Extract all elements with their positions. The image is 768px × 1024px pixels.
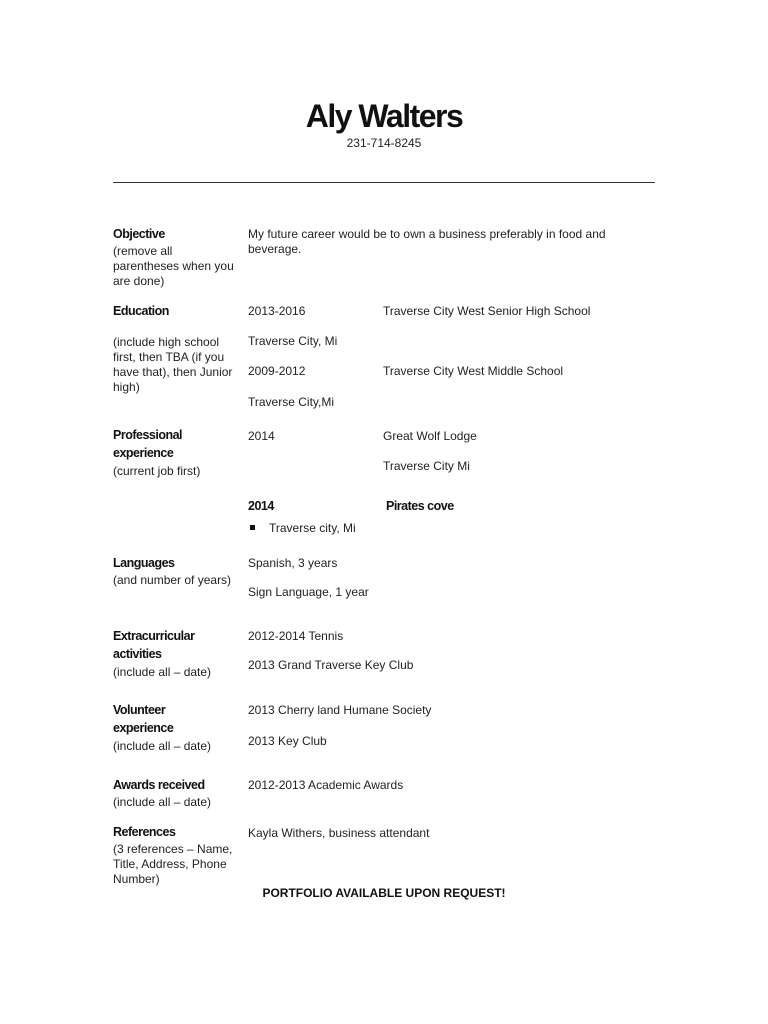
education-years: 2013-2016 [248,304,306,318]
experience-note: (current job first) [113,464,201,478]
award-item: 2012-2013 Academic Awards [248,778,404,792]
languages-label: Languages [113,556,175,570]
education-label: Education [113,304,169,318]
volunteer-item: 2013 Cherry land Humane Society [248,703,432,717]
education-location: Traverse City, Mi [248,334,338,348]
languages-note: (and number of years) [113,573,232,587]
volunteer-label: experience [113,721,174,735]
job-year: 2014 [248,429,275,443]
job-employer: Great Wolf Lodge [383,429,477,443]
language-item: Sign Language, 1 year [248,585,369,599]
objective-text: My future career would be to own a business preferably in food and beverage. [248,227,606,256]
job-location: Traverse City Mi [383,459,470,473]
education-location: Traverse City,Mi [248,395,335,409]
volunteer-label: Volunteer [113,703,166,717]
extracurricular-label: Extracurricular [113,629,195,643]
objective-note: (remove all parentheses when you are done) [113,244,234,288]
header-divider [113,182,655,183]
phone-number: 231-714-8245 [346,136,422,150]
extracurricular-note: (include all – date) [113,665,212,679]
references-note: (3 references – Name, Title, Address, Phone Number) [113,842,233,886]
activity-item: 2012-2014 Tennis [248,629,344,643]
education-note: (include high school first, then TBA (if you have that), then Junior high) [113,335,233,394]
bullet-icon [250,525,255,530]
experience-label: Professional [113,428,183,442]
job-year: 2014 [248,499,274,513]
resume-name: Aly Walters [305,98,463,134]
volunteer-item: 2013 Key Club [248,734,327,748]
job-location: Traverse city, Mi [269,521,356,535]
volunteer-note: (include all – date) [113,739,212,753]
education-school: Traverse City West Senior High School [383,304,591,318]
experience-label: experience [113,446,174,460]
portfolio-notice: PORTFOLIO AVAILABLE UPON REQUEST! [262,886,506,900]
language-item: Spanish, 3 years [248,556,338,570]
education-school: Traverse City West Middle School [383,364,564,378]
awards-label: Awards received [113,778,205,792]
awards-note: (include all – date) [113,795,212,809]
job-employer: Pirates cove [386,499,454,513]
reference-item: Kayla Withers, business attendant [248,826,430,840]
activity-item: 2013 Grand Traverse Key Club [248,658,414,672]
objective-label: Objective [113,227,165,241]
job-location-bullet [250,521,356,535]
references-label: References [113,825,176,839]
education-years: 2009-2012 [248,364,306,378]
extracurricular-label: activities [113,647,162,661]
